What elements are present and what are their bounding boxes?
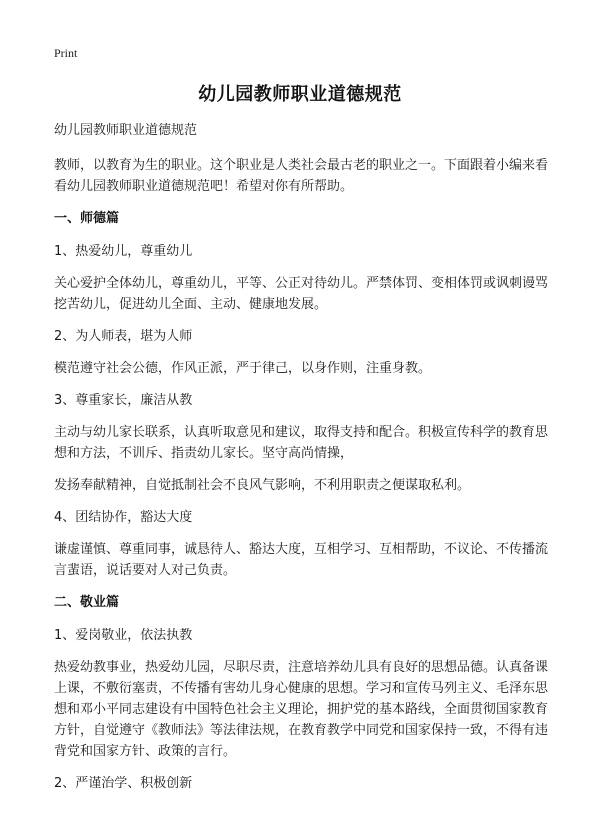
print-label: Print [54, 46, 78, 60]
item-paragraph: 谦虚谨慎、尊重同事，诚恳待人、豁达大度，互相学习、互相帮助，不议论、不传播流言蜚语，说话要对人对己负责。 [54, 542, 549, 578]
section-dedication [54, 592, 550, 794]
document-subtitle: 幼儿园教师职业道德规范 [54, 123, 198, 138]
item-paragraph: 发扬奉献精神，自觉抵制社会不良风气影响，不利用职责之便谋取私利。 [54, 478, 471, 493]
item-paragraph: 关心爱护全体幼儿，尊重幼儿，平等、公正对待幼儿。严禁体罚、变相体罚或讽刺谩骂挖苦幼儿，促进幼儿全面、主动、健康地发展。 [54, 276, 549, 312]
section-ethics [54, 208, 550, 581]
section-heading: 二、敬业篇 [54, 595, 120, 610]
item-heading: 4、团结协作，豁达大度 [54, 510, 193, 525]
item-heading: 1、热爱幼儿，尊重幼儿 [54, 244, 193, 259]
item-heading: 2、为人师表，堪为人师 [54, 329, 193, 344]
item-heading: 3、尊重家长，廉洁从教 [54, 393, 193, 408]
item-heading: 1、爱岗敬业，依法执教 [54, 628, 193, 643]
item-paragraph: 主动与幼儿家长联系，认真听取意见和建议，取得支持和配合。积极宣传科学的教育思想和方法，不训斥、指责幼儿家长。坚守高尚情操， [54, 425, 549, 461]
section-heading: 一、师德篇 [54, 211, 120, 226]
item-heading: 2、严谨治学、积极创新 [54, 776, 193, 791]
item-paragraph: 模范遵守社会公德，作风正派，严于律己，以身作则，注重身教。 [54, 361, 432, 376]
page-title: 幼儿园教师职业道德规范 [198, 84, 402, 105]
item-paragraph: 热爱幼教事业，热爱幼儿园，尽职尽责，注意培养幼儿具有良好的思想品德。认真备课上课，不敷衍塞责，不传播有害幼儿身心健康的思想。学习和宣传马列主义、毛泽东思想和邓小平同志建设有中国特色社会主义理论，拥护党的基本路线，全面贯彻国家教育方针，自觉遵守《教师法》等法律法规，在教育教学中同党和国家保持一致，不得有违背党和国家方针、政策的言行。 [54, 660, 549, 759]
document-body [54, 120, 550, 805]
intro-paragraph: 教师，以教育为生的职业。这个职业是人类社会最古老的职业之一。下面跟着小编来看看幼儿园教师职业道德规范吧！希望对你有所帮助。 [54, 158, 549, 194]
